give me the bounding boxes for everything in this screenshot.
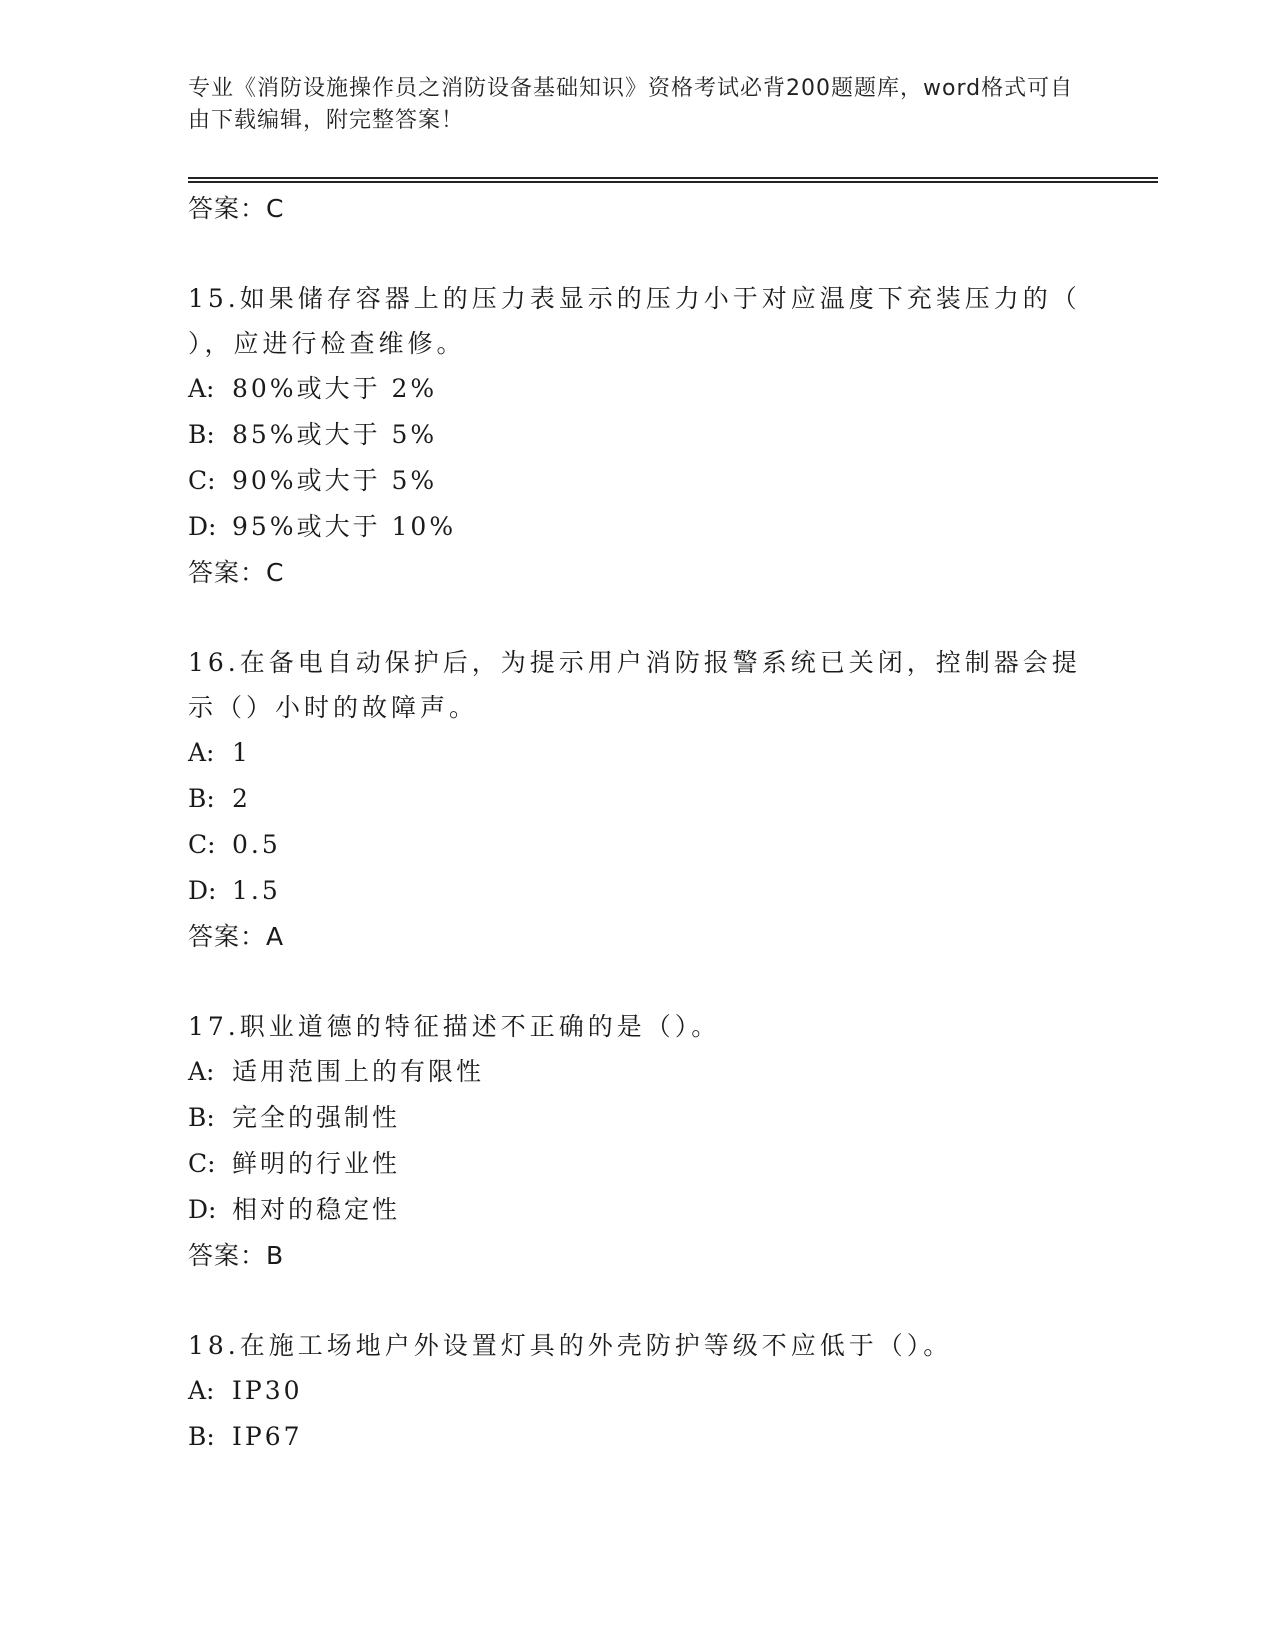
option-text: 鲜明的行业性 (232, 1149, 401, 1178)
option-b (188, 412, 1088, 458)
option-key: C: (188, 466, 216, 495)
option-text: 1 (232, 738, 251, 767)
option-b (188, 776, 1088, 822)
option-text: 0.5 (232, 830, 281, 859)
spacer (188, 1279, 1088, 1323)
option-a (188, 366, 1088, 412)
option-text: 80%或大于 2% (232, 374, 438, 403)
answer-line: 答案：C (188, 194, 285, 223)
option-text: 2 (232, 784, 251, 813)
option-text: 85%或大于 5% (232, 420, 438, 449)
option-key: C: (188, 1149, 216, 1178)
question-text: 18.在施工场地户外设置灯具的外壳防护等级不应低于（）。 (188, 1331, 953, 1360)
option-key: C: (188, 830, 216, 859)
question-list (188, 186, 1088, 1460)
spacer (188, 596, 1088, 640)
option-key: D: (188, 1195, 217, 1224)
question-text: 15.如果储存容器上的压力表显示的压力小于对应温度下充装压力的（ ），应进行检查维修。 (188, 284, 1081, 358)
option-c (188, 1141, 1088, 1187)
option-b (188, 1414, 1088, 1460)
option-d (188, 1187, 1088, 1233)
question-item (188, 276, 1088, 596)
option-text: 完全的强制性 (232, 1103, 401, 1132)
answer-line: 答案：C (188, 558, 285, 587)
question-item (188, 1323, 1088, 1460)
option-b (188, 1095, 1088, 1141)
option-c (188, 822, 1088, 868)
option-key: D: (188, 512, 217, 541)
option-text: 1.5 (232, 876, 281, 905)
answer-line: 答案：A (188, 922, 285, 951)
option-key: B: (188, 1103, 215, 1132)
question-item (188, 1004, 1088, 1279)
option-text: 95%或大于 10% (232, 512, 457, 541)
document-header: 专业《消防设施操作员之消防设备基础知识》资格考试必背200题题库，word格式可自由下载编辑，附完整答案！ (188, 76, 1074, 133)
option-a (188, 730, 1088, 776)
option-key: D: (188, 876, 217, 905)
option-d (188, 868, 1088, 914)
option-c (188, 458, 1088, 504)
option-key: A: (188, 738, 215, 767)
header-divider-top (188, 177, 1158, 179)
option-key: A: (188, 374, 215, 403)
option-text: IP67 (232, 1422, 303, 1451)
option-a (188, 1049, 1088, 1095)
header-divider-bottom (188, 181, 1158, 183)
option-key: B: (188, 420, 215, 449)
question-text: 17.职业道德的特征描述不正确的是（）。 (188, 1012, 721, 1041)
option-text: 90%或大于 5% (232, 466, 438, 495)
option-key: A: (188, 1057, 215, 1086)
option-text: IP30 (232, 1376, 303, 1405)
option-text: 适用范围上的有限性 (232, 1057, 485, 1086)
option-a (188, 1368, 1088, 1414)
option-key: A: (188, 1376, 215, 1405)
question-text: 16.在备电自动保护后，为提示用户消防报警系统已关闭，控制器会提示（）小时的故障声。 (188, 648, 1081, 722)
option-d (188, 504, 1088, 550)
question-item (188, 640, 1088, 960)
spacer (188, 232, 1088, 276)
option-text: 相对的稳定性 (232, 1195, 401, 1224)
spacer (188, 960, 1088, 1004)
option-key: B: (188, 784, 215, 813)
answer-line: 答案：B (188, 1241, 285, 1270)
option-key: B: (188, 1422, 215, 1451)
